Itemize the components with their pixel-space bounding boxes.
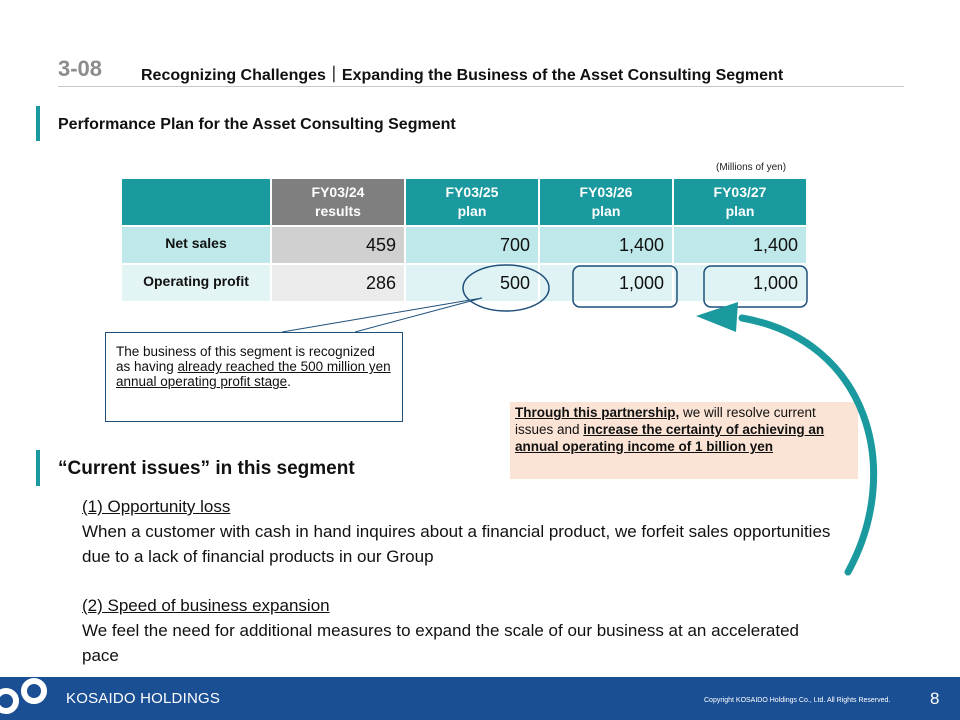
- column-header-year: FY03/24: [311, 184, 365, 200]
- issue-body: We feel the need for additional measures to expand the scale of our business at an accelerated pace: [82, 621, 799, 665]
- table-row: [122, 265, 808, 303]
- table-cell: 1,400: [674, 227, 808, 265]
- curved-arrow-head: [696, 302, 738, 332]
- table-cell: 286: [272, 265, 406, 303]
- table-cell: 1,000: [674, 265, 808, 303]
- partnership-bold-goal: increase the certainty of achieving an annual operating income of 1 billion yen: [515, 422, 825, 454]
- column-header-type: results: [315, 203, 361, 219]
- table-header-row: [122, 179, 808, 227]
- unit-label: (Millions of yen): [716, 162, 787, 173]
- footer-copyright: Copyright KOSAIDO Holdings Co., Ltd. All Rights Reserved.: [704, 697, 891, 704]
- callout-underlined-text: already reached the 500 million yen annual operating profit stage: [116, 359, 391, 389]
- table-cell: 1,400: [540, 227, 674, 265]
- slide-number: 3-08: [58, 56, 103, 81]
- callout-text: The business of this segment is recognized as having: [116, 344, 375, 374]
- table-cell: 459: [272, 227, 406, 265]
- title-divider: [58, 86, 904, 87]
- column-header: [540, 179, 674, 227]
- table-cell: 500: [406, 265, 540, 303]
- column-header-year: FY03/26: [579, 184, 633, 200]
- issue-body: When a customer with cash in hand inquires about a financial product, we forfeit sales opportunities due to a lack of financial products in our Group: [82, 522, 831, 566]
- table-cell: 700: [406, 227, 540, 265]
- row-label-operating-profit: Operating profit: [122, 265, 272, 303]
- issue-title: (1) Opportunity loss: [82, 497, 231, 516]
- column-header: [406, 179, 540, 227]
- callout-pointer: [282, 298, 482, 332]
- section-heading-current-issues: “Current issues” in this segment: [58, 458, 355, 479]
- slide-title: Recognizing Challenges｜Expanding the Business of the Asset Consulting Segment: [141, 67, 784, 84]
- column-header-type: plan: [725, 203, 755, 219]
- column-header-year: FY03/27: [713, 184, 767, 200]
- issues-list: [82, 494, 838, 668]
- issue-title: (2) Speed of business expansion: [82, 596, 330, 615]
- section-marker: [36, 106, 40, 141]
- footer-brand: KOSAIDO HOLDINGS: [66, 690, 221, 707]
- callout-box: [105, 332, 403, 422]
- table-cell: 1,000: [540, 265, 674, 303]
- kosaido-logo-icon: [0, 677, 54, 720]
- table-corner: [122, 179, 272, 227]
- callout-text-end: .: [287, 374, 291, 389]
- table-row: [122, 227, 808, 265]
- partnership-box: [510, 402, 858, 479]
- partnership-bold-lead: Through this partnership,: [515, 405, 680, 420]
- footer-bar: [0, 677, 960, 720]
- row-label-net-sales: Net sales: [122, 227, 272, 265]
- column-header-year: FY03/25: [445, 184, 499, 200]
- page-number: 8: [930, 689, 940, 708]
- section-heading-performance-plan: Performance Plan for the Asset Consulting Segment: [58, 116, 456, 133]
- column-header: [674, 179, 808, 227]
- column-header-type: plan: [591, 203, 621, 219]
- performance-table: [122, 179, 808, 303]
- section-marker: [36, 450, 40, 486]
- partnership-text: we will resolve current issues and: [515, 405, 816, 437]
- column-header: [272, 179, 406, 227]
- column-header-type: plan: [457, 203, 487, 219]
